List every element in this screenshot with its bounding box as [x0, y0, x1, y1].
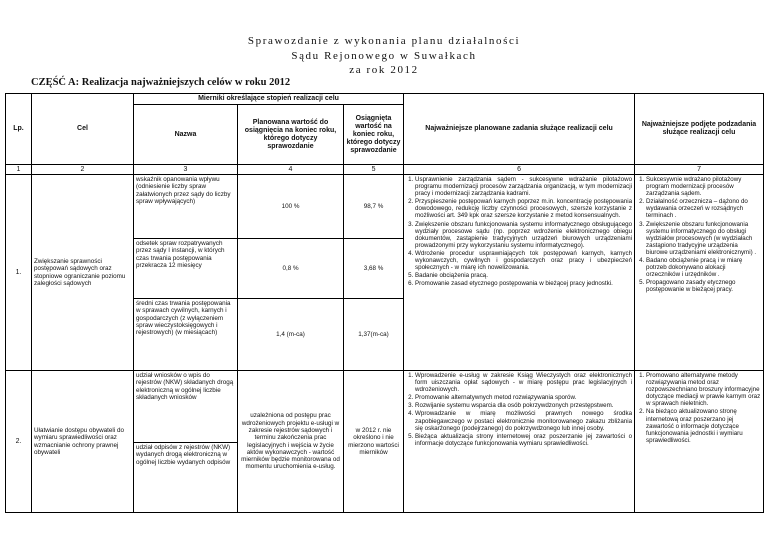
row2-tasks	[404, 371, 635, 513]
header-zadania: Najważniejsze planowane zadania służące realizacji celu	[404, 94, 635, 165]
row2-subtasks	[635, 371, 764, 513]
goals-table	[5, 93, 764, 513]
row1-measure1-achieved: 98,7 %	[344, 175, 404, 239]
row2-measure1-name: udział wniosków o wpis do rejestrów (NKW) składanych drogą elektroniczną w ogólnej liczbie składanych wniosków	[134, 371, 238, 443]
subtask-item: 1. Sukcesywnie wdrażano pilotażowy program modernizacji procesów zarządzania sądem.	[646, 176, 761, 197]
row1-tasks	[404, 175, 635, 371]
task-item: 5. Bieżąca aktualizacja strony internetowej oraz poszerzanie jej zawartości o informacje dotyczące funkcjonowania wymiaru sprawiedliwości.	[415, 433, 632, 447]
column-number: 1	[6, 165, 32, 175]
row1-measure1-name: wskaźnik opanowania wpływu (odniesienie liczby spraw załatwionych przez sądy do liczby spraw wpływających)	[134, 175, 238, 239]
column-number: 6	[404, 165, 635, 175]
task-item: 4. Wprowadzanie w miarę możliwości prawnych nowego środka zapobiegawczego w postaci elektronicznie monitorowanego zakazu zbliżania się oskarżonego (podejrzanego) do pokrzywdzonego lub innej osoby.	[415, 410, 632, 431]
subtask-item: 2. Na bieżąco aktualizowano stronę internetową oraz poszerzano jej zawartość o informacje dotyczące funkcjonowania jednostki i wymiaru sprawiedliwości.	[646, 408, 761, 443]
row1-subtasks	[635, 175, 764, 371]
column-number: 3	[134, 165, 238, 175]
column-number: 5	[344, 165, 404, 175]
section-title: CZĘŚĆ A: Realizacja najważniejszych celów w roku 2012	[31, 77, 291, 88]
row1-measure3-achieved: 1,37(m-ca)	[344, 299, 404, 371]
header-lp: Lp.	[6, 94, 32, 165]
task-item: 1. Usprawnienie zarządzania sądem - sukcesywne wdrażanie pilotażowo programu modernizacji procesów zarządzania organizacją, w tym modernizacji pracy i modernizacji zarządzania kadrami.	[415, 176, 632, 197]
row1-measure2-planned: 0,8 %	[238, 239, 344, 299]
row1-measure2-achieved: 3,68 %	[344, 239, 404, 299]
task-item: 1. Wprowadzenie e-usług w zakresie Ksiąg Wieczystych oraz elektronicznych form uiszczania opłat sądowych - w miarę postępu prac legislacyjnych i wdrożeniowych.	[415, 372, 632, 393]
report-title: Sprawozdanie z wykonania planu działalności	[247, 35, 521, 47]
task-item: 2. Promowanie alternatywnych metod rozwiązywania sporów.	[415, 394, 632, 401]
row1-measure2-name: odsetek spraw rozpatrywanych przez sądy I instancji, w których czas trwania postępowania przekracza 12 miesięcy	[134, 239, 238, 299]
subtask-item: 1. Promowano alternatywne metody rozwiązywania metod oraz rozpowszechniano broszury informacyjne dotyczące mediacji w prawie karnym oraz w sprawach nieletnich.	[646, 372, 761, 407]
row1-measure3-planned: 1,4 (m-ca)	[238, 299, 344, 371]
task-item: 4. Wdrożenie procedur usprawniających tok postępowań karnych, karnych wykonawczych, cywilnych i gospodarczych oraz pracy i ubezpieczeń społecznych - w miarę ich nowelizowania.	[415, 250, 632, 271]
column-numbers-row	[6, 165, 764, 175]
subtask-item: 4. Badano obciążenie pracą i w miarę potrzeb dokonywano alokacji orzeczników i urzędników .	[646, 257, 761, 278]
court-name: Sądu Rejonowego w Suwałkach	[291, 50, 477, 62]
row2-goal: Ułatwianie dostępu obywateli do wymiaru sprawiedliwości oraz wzmacnianie ochrony prawnej obywateli	[32, 371, 134, 513]
column-number: 4	[238, 165, 344, 175]
row1-measure1-planned: 100 %	[238, 175, 344, 239]
task-item: 3. Zwiększenie obszaru funkcjonowania systemu informatycznego obsługującego wydziały procesowe sądu (np. poprzez wdrożenie elektronicznego obiegu dokumentów, zastąpienie tradycyjnych urządzeń biurowych urządzeniami prowadzonymi przy wykorzystaniu systemu informatycznego).	[415, 221, 632, 249]
row1-measure3-name: średni czas trwania postępowania w sprawach cywilnych, karnych i gospodarczych (z wyłączeniem spraw wieczystoksięgowych i rejestrowych) (w miesiącach)	[134, 299, 238, 371]
header-cel: Cel	[32, 94, 134, 165]
task-item: 2. Przyspieszenie postępowań karnych poprzez m.in. koncentrację postępowania dowodowego, redukcję liczby czynności procesowych, szersze korzystanie z możliwości art. 349 kpk oraz szersze korzystanie z metod konsensualnych.	[415, 198, 632, 219]
row2-lp: 2.	[6, 371, 32, 513]
header-mierniki: Mierniki określające stopień realizacji celu	[134, 94, 404, 105]
column-number: 2	[32, 165, 134, 175]
header-podjete: Najważniejsze podjęte podzadania służące realizacji celu	[635, 94, 764, 165]
header-planowana: Planowana wartość do osiągnięcia na koniec roku, którego dotyczy sprawozdanie	[238, 105, 344, 165]
column-number: 7	[635, 165, 764, 175]
report-year: za rok 2012	[349, 64, 419, 76]
subtask-item: 2. Działalność orzecznicza – dążono do wydawania orzeczeń w rozsądnych terminach .	[646, 198, 761, 219]
subtask-item: 3. Zwiększenie obszaru funkcjonowania systemu informatycznego do obsługi wydziałów procesowych (w wydziałach zastąpiono tradycyjne urządzenia biurowe urządzeniami elektronicznymi) .	[646, 221, 761, 256]
row2-achieved: w 2012 r. nie określono i nie mierzono wartości mierników	[344, 371, 404, 513]
header-nazwa: Nazwa	[134, 105, 238, 165]
subtask-item: 5. Propagowano zasady etycznego postępowanie w bieżącej pracy.	[646, 279, 761, 293]
row1-goal: Zwiększanie sprawności postępowań sądowych oraz stopniowe ograniczanie poziomu zaległości sądowych	[32, 175, 134, 371]
task-item: 6. Promowanie zasad etycznego postępowania w bieżącej pracy jednostki.	[415, 280, 632, 287]
task-item: 5. Badanie obciążenia pracą.	[415, 272, 632, 279]
task-item: 3. Rozwijanie systemu wsparcia dla osób pokrzywdzonych przestępstwem.	[415, 402, 632, 409]
row2-measure2-name: udział odpisów z rejestrów (NKW) wydanych drogą elektroniczną w ogólnej liczbie wydanych odpisów	[134, 443, 238, 513]
row2-planned: uzależniona od postępu prac wdrożeniowych projektu e-usługi w zakresie rejestrów sądowych i terminu zakończenia prac legislacyjnych i wejścia w życie aktów wykonawczych - wartość mierników będzie monitorowana od momentu uruchomienia e-usług.	[238, 371, 344, 513]
header-osiagnieta: Osiągnięta wartość na koniec roku, którego dotyczy sprawozdanie	[344, 105, 404, 165]
row1-lp: 1.	[6, 175, 32, 371]
